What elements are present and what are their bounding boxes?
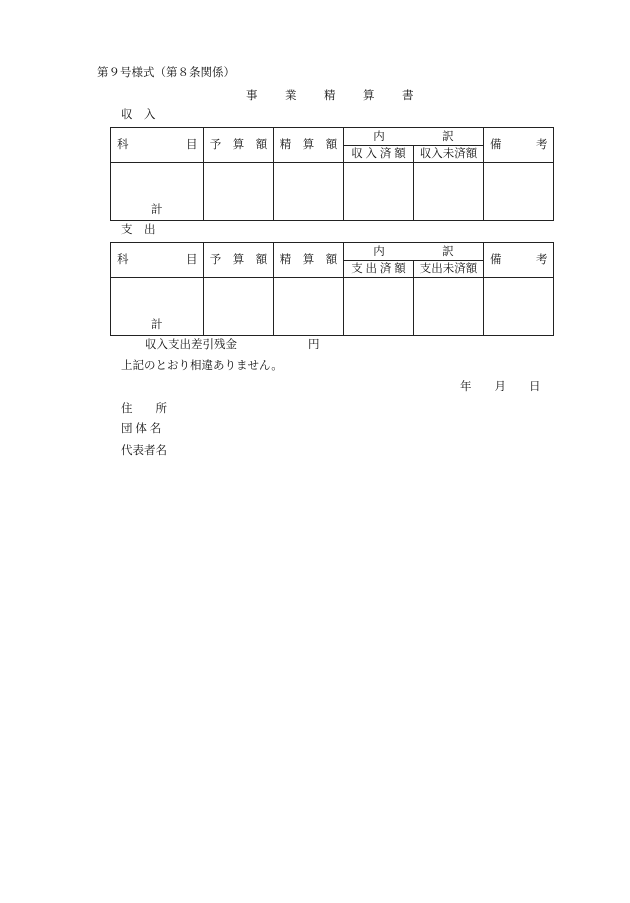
organization-label: 団 体 名 xyxy=(121,423,162,435)
expenditure-body-row xyxy=(111,278,554,336)
expenditure-paid-cell xyxy=(344,278,414,336)
expenditure-remarks-cell xyxy=(484,278,554,336)
form-number: 第９号様式（第８条関係） xyxy=(97,67,235,79)
date-line: 年 月 日 xyxy=(460,381,541,393)
balance-unit: 円 xyxy=(308,339,320,351)
income-received-cell xyxy=(344,163,414,221)
expenditure-budget-cell xyxy=(204,278,274,336)
income-budget-cell xyxy=(204,163,274,221)
income-remarks-cell xyxy=(484,163,554,221)
expenditure-header-breakdown: 内 訳 xyxy=(344,243,484,261)
expenditure-settlement-cell xyxy=(274,278,344,336)
address-label: 住 所 xyxy=(121,403,167,415)
income-header-budget: 予 算 額 xyxy=(204,128,274,163)
income-header-unreceived: 収入未済額 xyxy=(414,146,484,163)
income-header-received: 収 入 済 額 xyxy=(344,146,414,163)
declaration-text: 上記のとおり相違ありません。 xyxy=(121,360,283,372)
balance-label: 収入支出差引残金 xyxy=(145,339,237,351)
income-header-remarks: 備 考 xyxy=(484,128,554,163)
income-header-settlement: 精 算 額 xyxy=(274,128,344,163)
expenditure-header-unpaid: 支出未済額 xyxy=(414,261,484,278)
expenditure-total-label: 計 xyxy=(151,319,163,331)
expenditure-header-budget: 予 算 額 xyxy=(204,243,274,278)
representative-label: 代表者名 xyxy=(121,445,167,457)
income-total-label: 計 xyxy=(151,204,163,216)
expenditure-header-settlement: 精 算 額 xyxy=(274,243,344,278)
expenditure-subject-cell xyxy=(111,278,204,336)
document-title: 事 業 精 算 書 xyxy=(246,90,415,102)
income-unreceived-cell xyxy=(414,163,484,221)
income-body-row xyxy=(111,163,554,221)
income-settlement-cell xyxy=(274,163,344,221)
income-table xyxy=(110,127,554,221)
income-subject-cell xyxy=(111,163,204,221)
expenditure-unpaid-cell xyxy=(414,278,484,336)
expenditure-table xyxy=(110,242,554,336)
income-header-subject: 科 目 xyxy=(111,128,204,163)
expenditure-header-subject: 科 目 xyxy=(111,243,204,278)
expenditure-header-remarks: 備 考 xyxy=(484,243,554,278)
expenditure-section-label: 支 出 xyxy=(121,224,156,236)
income-header-breakdown: 内 訳 xyxy=(344,128,484,146)
income-section-label: 収 入 xyxy=(121,109,156,121)
expenditure-header-paid: 支 出 済 額 xyxy=(344,261,414,278)
